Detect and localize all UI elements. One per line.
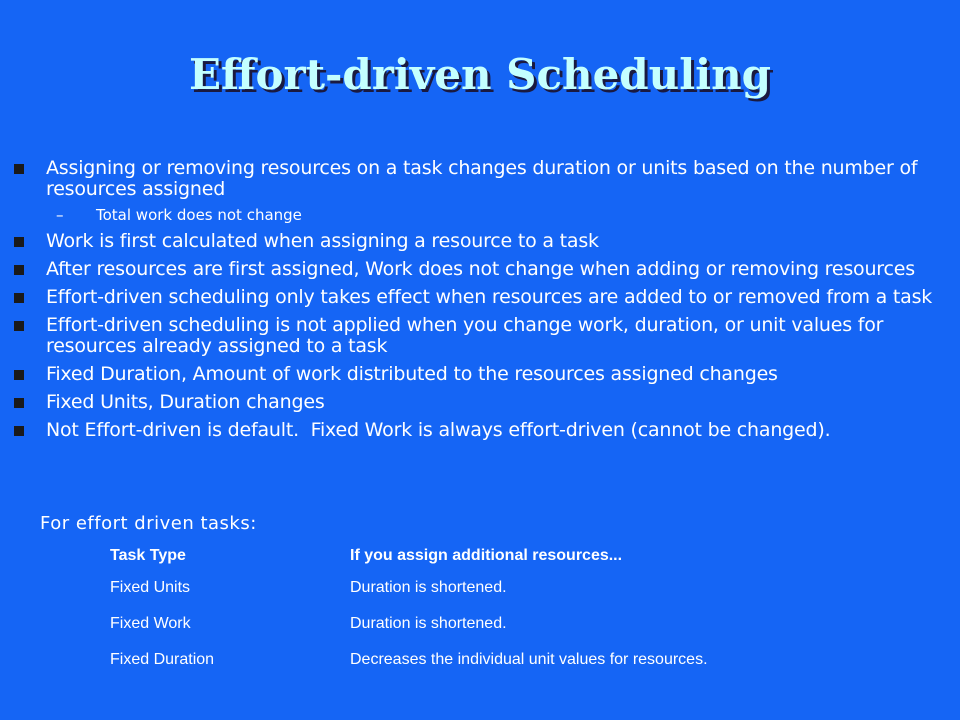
- bullet-square-icon: [14, 164, 24, 174]
- bullet-item: [0, 315, 960, 357]
- table-cell: Fixed Work: [110, 615, 191, 632]
- bullet-item: [0, 287, 960, 308]
- bullet-text: Fixed Duration, Amount of work distributed to the resources assigned changes: [46, 363, 778, 385]
- bullet-square-icon: [14, 265, 24, 275]
- table-row: [102, 577, 716, 613]
- bullet-item: [0, 231, 960, 252]
- bullet-square-icon: [14, 370, 24, 380]
- column-header: If you assign additional resources...: [350, 547, 623, 564]
- bullet-item: [0, 259, 960, 280]
- bullet-text: After resources are first assigned, Work does not change when adding or removing resources: [46, 258, 915, 280]
- table-caption: For effort driven tasks:: [40, 513, 257, 534]
- bullet-square-icon: [14, 426, 24, 436]
- task-type-table: [102, 545, 716, 685]
- dash-icon: –: [56, 206, 64, 224]
- bullet-item: [0, 364, 960, 385]
- table-cell: Decreases the individual unit values for resources.: [350, 651, 708, 668]
- sub-bullet-text: Total work does not change: [96, 206, 302, 224]
- bullet-item: [0, 420, 960, 441]
- table-row: [102, 649, 716, 685]
- table-row: [102, 613, 716, 649]
- bullet-text: Effort-driven scheduling is not applied when you change work, duration, or unit values for resources already assigned to a task: [46, 314, 884, 357]
- bullet-text: Fixed Units, Duration changes: [46, 391, 325, 413]
- bullet-square-icon: [14, 321, 24, 331]
- table-cell: Fixed Units: [110, 579, 191, 596]
- column-header: Task Type: [110, 547, 186, 564]
- bullet-item: [0, 158, 960, 200]
- bullet-square-icon: [14, 293, 24, 303]
- bullet-item: [0, 392, 960, 413]
- bullet-text: Not Effort-driven is default. Fixed Work is always effort-driven (cannot be changed).: [46, 419, 831, 441]
- bullet-square-icon: [14, 398, 24, 408]
- bullet-text: Work is first calculated when assigning a resource to a task: [46, 230, 599, 252]
- table-cell: Duration is shortened.: [350, 615, 507, 632]
- bullet-list: [0, 158, 960, 441]
- table-cell: Duration is shortened.: [350, 579, 507, 596]
- sub-bullet-item: [0, 205, 960, 225]
- bullet-text: Effort-driven scheduling only takes effect when resources are added to or removed from a task: [46, 286, 933, 308]
- bullet-text: Assigning or removing resources on a task changes duration or units based on the number of resources assigned: [46, 157, 918, 200]
- table-cell: Fixed Duration: [110, 651, 215, 668]
- slide-title: Effort-driven Scheduling: [188, 50, 772, 99]
- table-header-row: [102, 545, 716, 577]
- bullet-square-icon: [14, 237, 24, 247]
